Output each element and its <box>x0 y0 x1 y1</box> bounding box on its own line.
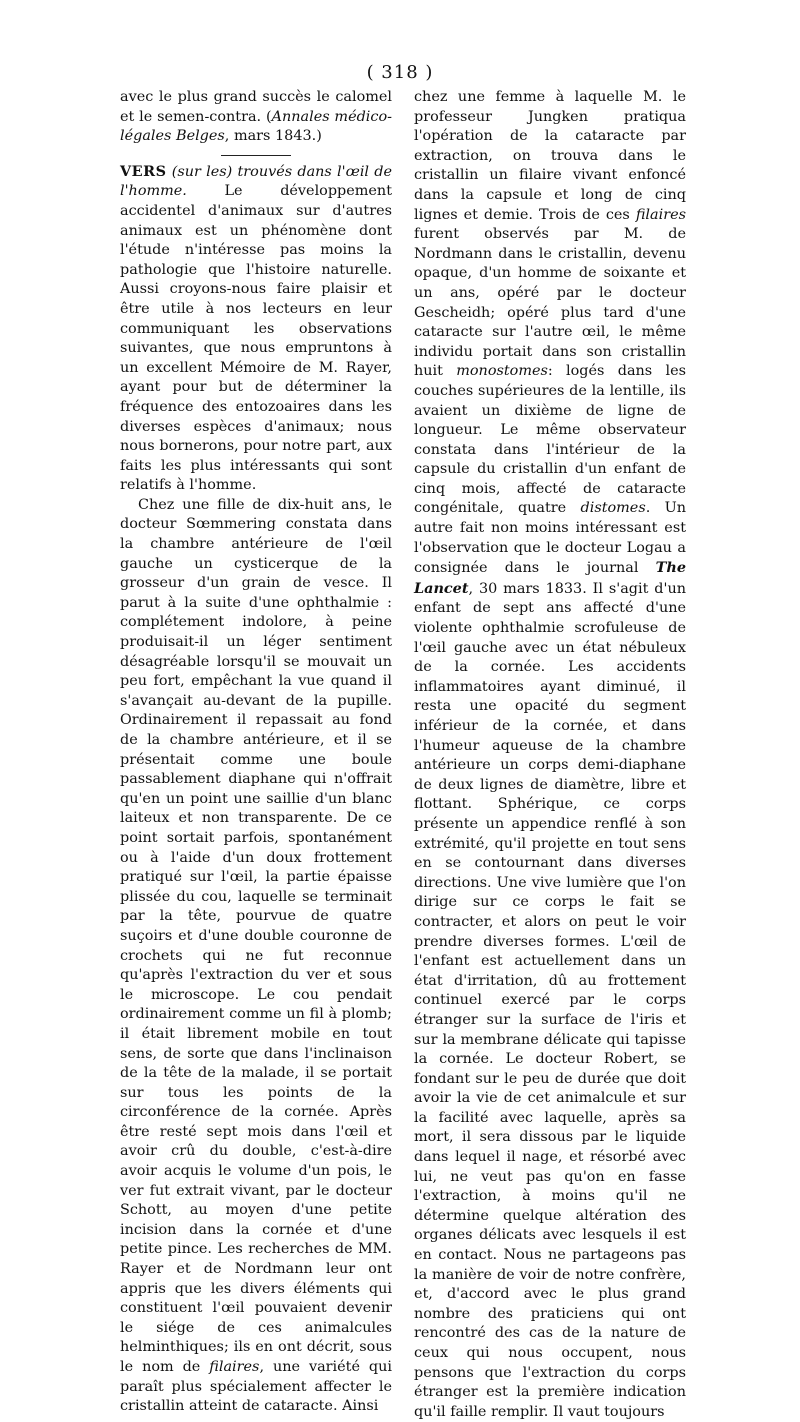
text-run: : logés dans les couches supérieures de la lentille, ils avaient un dixième de ligne de longueur. Le même observateur constata dans l'intérieur de la capsule du cristallin d'un enfant de cinq mois, affecté de cataracte congénitale, quatre <box>414 363 687 517</box>
journal-title: The Lancet <box>414 559 686 597</box>
text-run: , une variété qui paraît plus spécialement affecter le cristallin atteint de cataracte. Ainsi <box>120 1359 392 1415</box>
text-run: . Un autre fait non moins intéressant est l'observation que le docteur Logau a consignée dans le journal <box>414 500 686 577</box>
text-run: Chez une fille de dix-huit ans, le docteur Sœmmering constata dans la chambre antérieure de l'œil gauche un cysticerque de la grosseur d'un grain de vesce. Il parut à la suite d'une ophthalmie : complétement indolore, à peine produisait-il un léger sentiment désagréable lorsqu'il se mouvait un peu fort, empêchant la vue quand il s'avançait au-devant de la pupille. Ordinairement il repassait au fond de la chambre antérieure, et il se présentait comme une boule passablement diaphane qui n'offrait qu'en un point une saillie d'un blanc laiteux et non transparente. De ce point sortait parfois, spontanément ou à l'aide d'un doux frottement pratiqué sur l'œil, la partie épaisse plissée du cou, laquelle se terminait par la tête, pourvue de quatre suçoirs et d'une double couronne de crochets qui ne fut reconnue qu'après l'extraction du ver et sous le microscope. Le cou pendait ordinairement comme un fil à plomb; il était librement mobile en tout sens, de sorte que dans l'inclinaison de la tête de la malade, il se portait sur tous les points de la circonférence de la cornée. Après être resté sept mois dans l'œil et avoir crû du double, c'est-à-dire avoir acquis le volume d'un pois, le ver fut extrait vivant, par le docteur Schott, au moyen d'une petite incision dans la cornée et d'une petite pince. Les recherches de MM. Rayer et de Nordmann leur ont appris que les divers éléments qui constituent l'œil pouvaient devenir le siége de ces animalcules helminthiques; ils en ont décrit, sous le nom de <box>120 496 392 1375</box>
right-column <box>414 88 686 1422</box>
term-monostomes: monostomes <box>456 363 548 380</box>
text-run: Le développement accidentel d'animaux sur d'autres animaux est un phénomène dont l'étude n'intéresse pas moins la pathologie que l'histoire naturelle. Aussi croyons-nous faire plaisir et être utile à nos lecteurs en leur communiquant les observations suivantes, que nous empruntons à un excellent Mémoire de M. Rayer, ayant pour but de déterminer la fréquence des entozoaires dans les diverses espèces d'animaux; nous nous bornerons, pour notre part, aux faits les plus intéressants qui sont relatifs à l'homme. <box>120 183 392 494</box>
source-citation: Annales médico-légales Belges <box>120 108 392 145</box>
term-filaires: filaires <box>209 1359 260 1375</box>
paragraph-soemmering-case <box>120 496 392 1417</box>
text-run: furent observés par M. de Nordmann dans le cristallin, devenu opaque, d'un homme de soixante et un ans, opéré par le docteur Gescheidh; opéré plus tard d'une cataracte sur l'autre œil, le même individu portait dans son cristallin huit <box>414 226 686 380</box>
section-divider <box>221 155 291 156</box>
entry-subtitle: (sur les) trouvés dans l'œil de l'homme. <box>120 163 392 200</box>
paragraph-continuation <box>120 88 392 147</box>
text-run: chez une femme à laquelle M. le professeur Jungken pratiqua l'opération de la cataracte par extraction, on trouva dans le cristallin un filaire vivant enfoncé dans la capsule et long de cinq lignes et demie. Trois de ces <box>414 89 686 223</box>
paragraph-right <box>414 88 686 1422</box>
term-filaires: filaires <box>635 206 686 223</box>
left-column <box>120 88 392 1417</box>
page-number: ( 318 ) <box>366 62 434 83</box>
text-run: , mars 1843.) <box>224 128 322 145</box>
term-distomes: distomes <box>580 500 646 517</box>
entry-headword: VERS <box>120 162 167 180</box>
text-run: avec le plus grand succès le calomel et le semen-contra. ( <box>120 89 392 125</box>
paragraph-entry-vers <box>120 162 392 496</box>
text-run: , 30 mars 1833. Il s'agit d'un enfant de sept ans affecté d'une violente ophthalmie scrofuleuse de l'œil gauche avec un état nébuleux de la cornée. Les accidents inflammatoires ayant diminué, il resta une opacité du segment inférieur de la cornée, et dans l'humeur aqueuse de la chambre antérieure un corps demi-diaphane de deux lignes de diamètre, libre et flottant. Sphérique, ce corps présente un appendice renflé à son extrémité, qu'il projette en tout sens en se contournant dans diverses directions. Une vive lumière que l'on dirige sur ce corps le fait se contracter, et alors on peut le voir prendre diverses formes. L'œil de l'enfant est actuellement dans un état d'irritation, dû au frottement continuel exercé par le corps étranger sur la surface de l'iris et sur la membrane délicate qui tapisse la cornée. Le docteur Robert, se fondant sur le peu de durée que doit avoir la vie de cet animalcule et sur la facilité avec laquelle, après sa mort, il sera dissous par le liquide dans lequel il nage, et résorbé avec lui, ne veut pas qu'on en fasse l'extraction, à moins qu'il ne détermine quelque altération des organes délicats avec lesquels il est en contact. Nous ne partageons pas la manière de voir de notre confrère, et, d'accord avec le plus grand nombre des praticiens qui ont rencontré des cas de la nature de ceux qui nous occupent, nous pensons que l'extraction du corps étranger est la première indication qu'il faille remplir. Il vaut toujours <box>414 580 686 1420</box>
